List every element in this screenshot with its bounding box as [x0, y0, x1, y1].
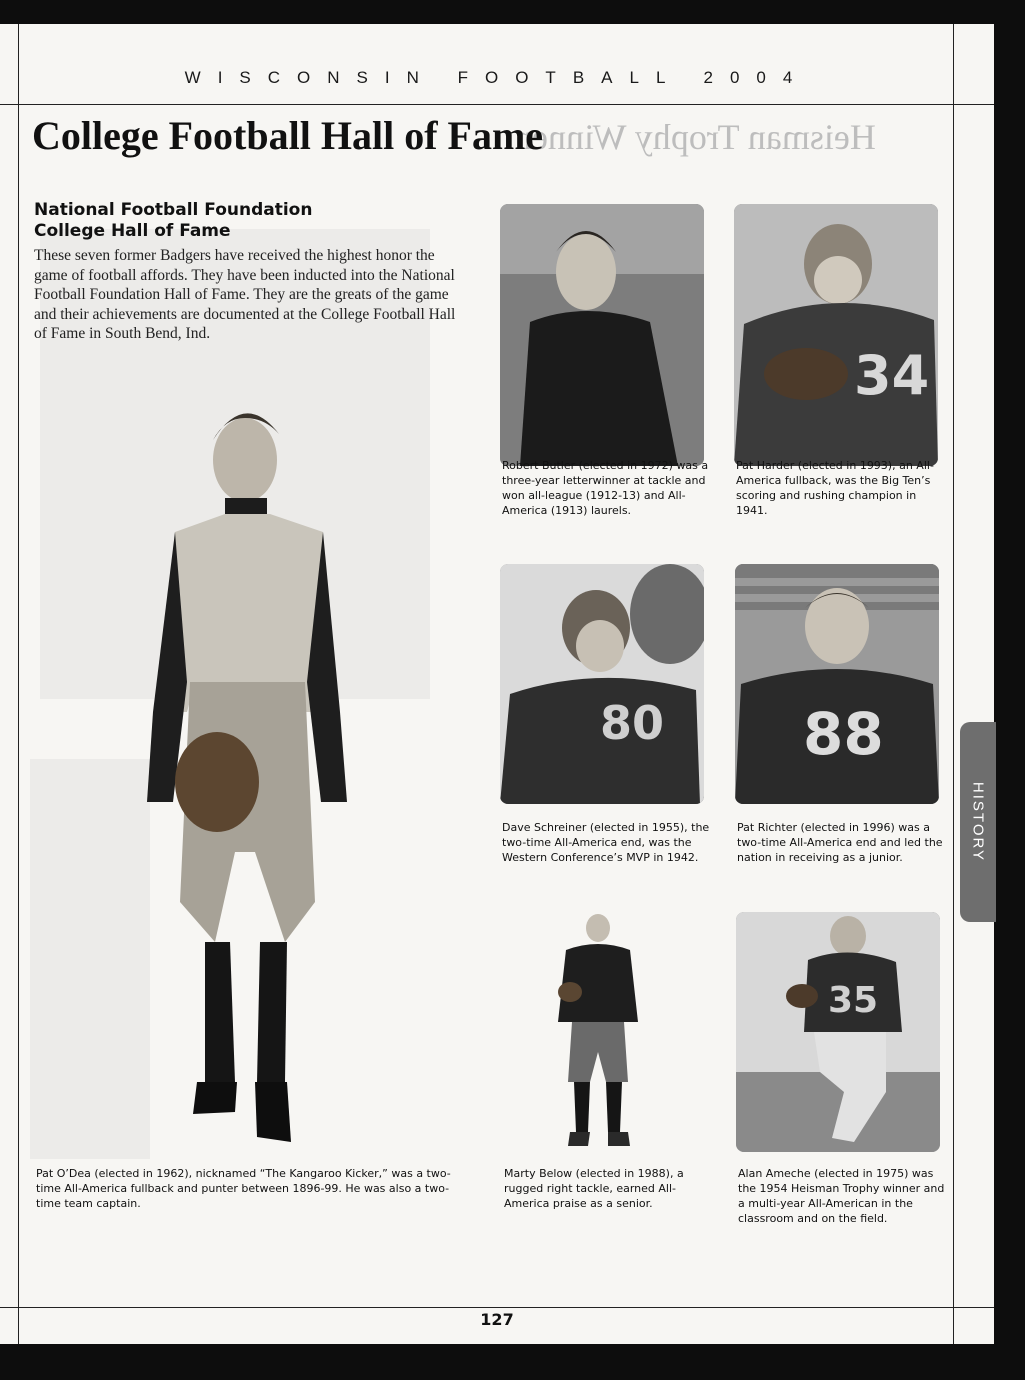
richter-figure — [735, 564, 939, 804]
caption-pat-odea: Pat O’Dea (elected in 1962), nicknamed “The Kangaroo Kicker,” was a two-time All-America fullback and punter between 1896-99. He was also a two-time team captain. — [36, 1167, 451, 1210]
history-section-tab — [960, 722, 996, 922]
caption-pat-richter: Pat Richter (elected in 1996) was a two-time All-America end and led the nation in receiving as a junior. — [737, 821, 943, 864]
photo-dave-schreiner — [500, 564, 704, 804]
photo-marty-below — [548, 912, 648, 1152]
richter-jersey-number: 88 — [803, 700, 884, 768]
page — [0, 24, 994, 1344]
header-rule — [0, 104, 994, 105]
schreiner-jersey-number: 80 — [600, 696, 665, 750]
butler-figure — [500, 204, 704, 466]
caption-alan-ameche: Alan Ameche (elected in 1975) was the 1954 Heisman Trophy winner and a multi-year All-American in the classroom and on the field. — [738, 1167, 945, 1225]
photo-pat-harder — [734, 204, 938, 466]
caption-robert-butler: Robert Butler (elected in 1972) was a three-year letterwinner at tackle and won all-league (1912-13) and All-America (1913) laurels. — [502, 459, 709, 517]
page-number: 127 — [480, 1310, 514, 1329]
ameche-jersey-number: 35 — [828, 980, 879, 1021]
section-heading-line1: National Football Foundation — [34, 200, 313, 220]
photo-pat-odea — [135, 382, 360, 1147]
harder-jersey-number: 34 — [854, 344, 930, 407]
ameche-figure — [736, 912, 940, 1152]
history-tab-label: HISTORY — [969, 781, 987, 863]
caption-dave-schreiner: Dave Schreiner (elected in 1955), the two-time All-America end, was the Western Conference’s MVP in 1942. — [502, 821, 710, 864]
bleed-through-title: Heisman Trophy Winner — [520, 117, 876, 157]
bleed-through-block — [30, 759, 150, 1159]
footer-rule — [0, 1307, 994, 1308]
caption-pat-harder: Pat Harder (elected in 1993), an All-America fullback, was the Big Ten’s scoring and rushing champion in 1941. — [736, 459, 934, 517]
photo-alan-ameche — [736, 912, 940, 1152]
running-head: WISCONSIN FOOTBALL 2004 — [184, 68, 810, 87]
below-figure — [548, 912, 648, 1152]
intro-paragraph: These seven former Badgers have received the highest honor the game of football affords. They have been inducted into the National Football Foundation Hall of Fame. They are the greats of the game and their achievements are documented at the College Football Hall of Fame in South Bend, Ind. — [34, 247, 456, 342]
caption-marty-below: Marty Below (elected in 1988), a rugged right tackle, earned All-America praise as a senior. — [504, 1167, 684, 1210]
photo-pat-richter — [735, 564, 939, 804]
right-margin-rule — [953, 24, 954, 1344]
page-title: College Football Hall of Fame — [32, 113, 544, 158]
photo-robert-butler — [500, 204, 704, 466]
section-heading-line2: College Hall of Fame — [34, 221, 231, 241]
harder-figure — [734, 204, 938, 466]
odea-figure — [135, 382, 360, 1147]
schreiner-figure — [500, 564, 704, 804]
left-margin-rule — [18, 24, 19, 1344]
section-heading — [34, 200, 434, 242]
